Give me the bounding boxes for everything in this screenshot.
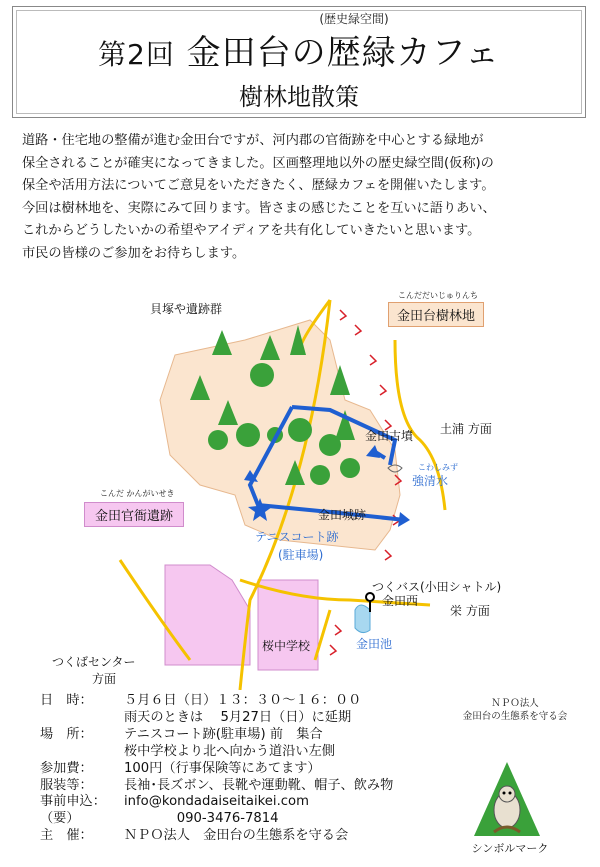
symbol-mark-icon [472,760,542,838]
shell-mound-label: 貝塚や遺跡群 [150,302,223,316]
detail-value: ５月６日（日）１３：３０～１６：００ [124,693,362,708]
detail-row [40,778,393,795]
detail-key: 服装等： [40,777,93,793]
detail-row [40,794,393,811]
intro-line: 保全や活用方法についてご意見をいただきたく、歴緑カフェを開催いたします。 [22,178,495,193]
school-label: 桜中学校 [262,639,311,653]
detail-row [40,727,393,744]
intro-line: 道路・住宅地の整備が進む金田台ですが、河内郡の官衙跡を中心とする緑地が [22,133,484,148]
tsuchiura-direction: 土浦 方面 [440,422,492,436]
sakae-direction: 栄 方面 [450,604,490,618]
intro-line: 今回は樹林地を、実際にみて回ります。皆さまの感じたことを互いに語りあい、 [22,200,496,216]
title-subtitle: (歴史緑空間) [319,12,389,26]
detail-key: 参加費： [40,760,93,776]
tsukuba-direction: つくばセンター [52,655,136,669]
bus-stop-label: 金田西 [382,594,419,608]
detail-value: 桜中学校より北へ向かう道沿い左側 [124,743,335,759]
kanga-ruby: こんだ かんがいせき [100,489,175,498]
detail-row [40,710,393,727]
detail-value: 長袖･長ズボン、長靴や運動靴、帽子、飲み物 [124,777,394,793]
detail-row [40,744,393,761]
title-box [12,6,586,118]
detail-key [40,710,124,727]
kanga-label: 金田官衙遺跡 [84,502,184,527]
contact-phone: 090-3476-7814 [124,811,279,827]
detail-value: テニスコート跡(駐車場) 前 集合 [124,726,323,742]
forest-ruby: こんだだいじゅりんち [398,291,478,300]
kofun-label: 金田古墳 [365,429,414,443]
spring-ruby: こわしみず [418,463,458,472]
intro-text [22,130,582,265]
map-drawing [0,280,600,690]
detail-value: ＮＰＯ法人 金田台の生態系を守る会 [124,828,349,844]
title-main-text: 金田台の歴緑カフェ [186,33,500,73]
contact-email[interactable]: info@kondadaiseitaikei.com [124,794,309,810]
detail-key: 場 所： [40,726,93,742]
title-prefix: 第2回 [98,38,175,71]
intro-line: これからどうしたいかの希望やアイディアを共有化していきたいと思います。 [22,223,481,238]
parking-label: (駐車場) [278,548,324,562]
detail-key: 日 時： [40,693,93,708]
tsukuba-direction-2: 方面 [92,672,117,686]
intro-line: 市民の皆様のご参加をお待ちします。 [22,245,246,261]
school-zone [165,565,250,665]
detail-row [40,761,393,778]
title-line2: 樹林地散策 [239,83,359,111]
bus-label: つくバス(小田シャトル) [372,580,502,594]
intro-line: 保全されることが確実になってきました。区画整理地以外の歴史緑空間(仮称)の [22,155,494,171]
detail-key: 事前申込： [40,794,106,810]
npo-line2: 金田台の生態系を守る会 [462,711,568,722]
pond [355,605,370,633]
spring-label: 強清水 [412,474,449,488]
npo-line1: ＮＰＯ法人 [491,698,539,709]
detail-key [40,744,124,761]
detail-value: 100円（行事保険等にあてます） [124,760,321,776]
event-details [40,693,393,845]
npo-info [440,697,590,723]
detail-key: （要） [40,811,80,827]
detail-value: 雨天のときは 5月27日（日）に延期 [124,709,352,725]
detail-row [40,828,393,845]
detail-key: 主 催： [40,828,93,844]
route-arrow [398,512,410,527]
pond-label: 金田池 [356,637,393,651]
detail-row [40,693,393,710]
tennis-label: テニスコート跡 [255,530,339,544]
symbol-label: シンボルマーク [471,842,549,855]
castle-label: 金田城跡 [318,508,367,522]
page-title [13,25,585,74]
forest-label: 金田台樹林地 [388,302,484,327]
area-map [0,280,600,690]
detail-row [40,811,393,828]
